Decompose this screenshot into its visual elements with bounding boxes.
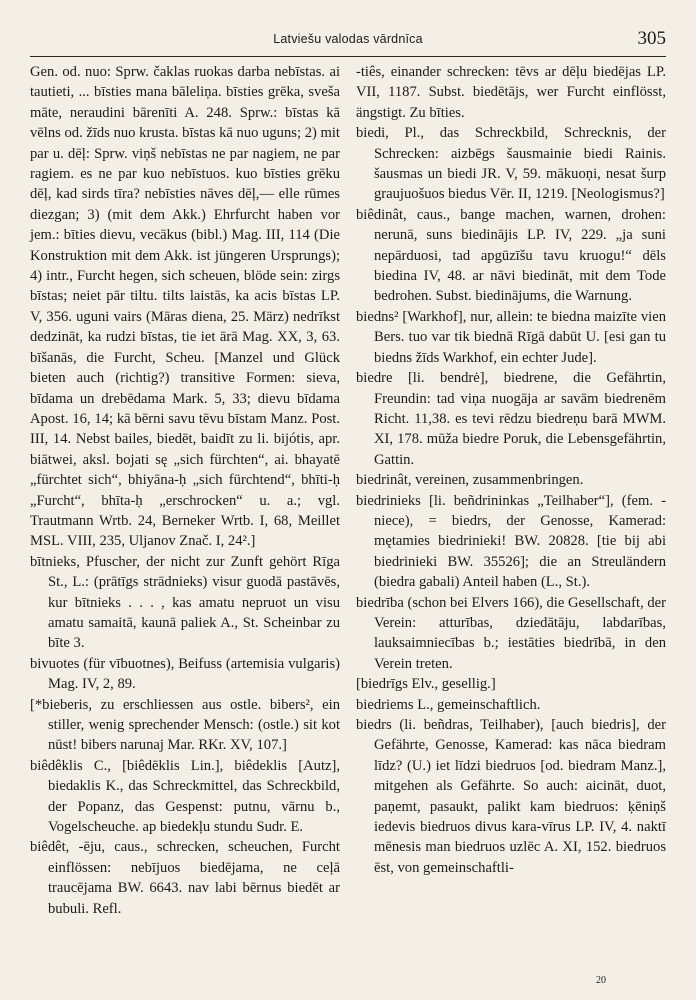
dictionary-entry: bivuotes (für vībuotnes), Beifuss (artemisia vulgaris) Mag. IV, 2, 89. — [30, 655, 340, 693]
page-header — [30, 26, 666, 57]
dictionary-entry: -tiês, einander schrecken: tēvs ar dēļu biedējas LP. VII, 1187. Subst. biedētājs, wer Furcht einflösst, ängstigt. Zu bīties. — [356, 64, 666, 121]
page-number: 305 — [637, 28, 666, 49]
signature-mark: 20 — [596, 975, 606, 986]
dictionary-entry: biêdinât, caus., bange machen, warnen, drohen: nerunā, suns biedinājis LP. IV, 229. „ja suni nepārduosi, tad apgūzīšu tavu kruogu!“ dēls biedina IV, 48. ar nāvi biedināt, mit dem Tode bedrohen. Subst. biedinājums, die Warnung. — [356, 206, 666, 305]
dictionary-entry: biedriems L., gemeinschaftlich. — [356, 696, 541, 713]
right-column — [356, 62, 666, 878]
dictionary-entry: bītnieks, Pfuscher, der nicht zur Zunft gehört Rīga St., L.: (prātīgs strādnieks) visur guodā pastāvēs, kur bītnieks . . . , kas amatu nepruot un visu amatu samaitā, kaunā paliek A., St. Scheinbar zu bīte 3. — [30, 553, 340, 652]
dictionary-entry: biedrinieks [li. beñdrininkas „Teilhaber“], (fem. -niece), = biedrs, der Genosse, Kamerad: mętamies biedrinieki! BW. 20828. [tie bij abi biedrinieki BW. 35526]; die an Streuländern (biedra gabali) Anteil haben (L., St.). — [356, 492, 666, 591]
left-column — [30, 62, 340, 919]
dictionary-entry: biêdêklis C., [biêdēklis Lin.], biêdeklis [Autz], biedaklis K., das Schreckmittel, das Schreckbild, der Popanz, das Gespenst: putnu, vārnu b., Vogelscheuche. ap biedekļu stundu Sudr. E. — [30, 757, 340, 836]
dictionary-entry: [biedrīgs Elv., gesellig.] — [356, 676, 496, 693]
dictionary-entry: Gen. od. nuo: Sprw. čaklas ruokas darba nebīstas. ai tautieti, ... bīsties mana bāleliņa. bīsties grēka, sveša māte, neraudini bārenīti A. 248. Sprw.: bīstas kā vēlns od. žīds nuo krusta. bīstas kā nuo uguns; 2) mit par u. dēļ: Sprw. viņš nebīstas ne par nagiem, ne par ragiem. es ne par kuo nebīstuos. kuo bīsties grēku dēļ, kad sirds tīra? nebīsties nāves dēļ,— elle rūmes diezgan; 3) (mit dem Akk.) Ehrfurcht haben vor jem.: bīties dievu, vecākus (bibl.) Mag. III, 114 (Die Konstruktion mit dem Akk. ist jüngeren Ursprungs); 4) intr., Furcht hegen, sich scheuen, blöde sein: zirgs bīstas; neiet pār tiltu. tilts laistās, ka acis bīstas LP. V, 356. uguni vairs (Māras diena, 25. März) nedrīkst dedzināt, ka rudzi bīstas, tie iet ārā Mag. XX, 3, 63. bīšanās, die Furcht, Scheu. [Manzel und Glück bieten auch (richtig?) transitive Formen: sieva, bīdama un drebēdama Mark. 5, 33; dievu bīdama Apost. 16, 14; kā bērni savu tēvu bīstam Manz. Post. III, 14. Nebst bailes, biedēt, baidīt zu li. bijótis, apr. biātwei, aksl. bojati sę „sich fürchten“, ai. bhayatē „fürchtet sich“, bhiyāna-ḥ „sich fürchtend“, bhīti-ḥ „Furcht“, bhīta-ḥ „erschrocken“ u. a.; vgl. Trautmann Wrtb. 24, Berneker Wrtb. I, 68, Meillet MSL. VIII, 235, Uljanov Znač. I, 24².] — [30, 64, 340, 550]
dictionary-entry: biedre [li. bendrė], biedrene, die Gefährtin, Freundin: tad viņa nuogāja ar savām biedrenēm Richt. 11,38. es tevi rēdzu biedreņu barā MWM. XI, 178. mūža biedre Poruk, die Lebensgefährtin, Gattin. — [356, 370, 666, 468]
dictionary-entry: biedrinât, vereinen, zusammenbringen. — [356, 472, 584, 489]
dictionary-entry: biêdêt, -ēju, caus., schrecken, scheuchen, Furcht einflössen: nebījuos biedējama, ne ceļā traucējama BW. 6643. nav labi bērnus biedēt ar bubuli. Refl. — [30, 839, 340, 917]
running-title: Latviešu valodas vārdnīca — [273, 32, 423, 46]
dictionary-entry: biedns² [Warkhof], nur, allein: te biedna maizīte vien Bers. tuo var tik biednā Rīgā dabūt U. [esi gan tu biedns žīds Warkhof, ein echter Jude]. — [356, 308, 666, 366]
dictionary-entry: [*bieberis, zu erschliessen aus ostle. bibers², ein stiller, wenig sprechender Mensch: (ostle.) sit kot nūst! bibers narunaj Mar. RKr. XV, 107.] — [30, 696, 340, 754]
dictionary-entry: biedi, Pl., das Schreckbild, Schrecknis, der Schrecken: aizbēgs šausmainie biedi Rainis. šausmas un biedi JR. V, 59. mākuoņi, nesat šurp graujuošuos biedus Vēr. II, 1219. [Neologismus?] — [356, 125, 666, 203]
dictionary-entry: biedrs (li. beñdras, Teilhaber), [auch biedris], der Gefährte, Genosse, Kamerad: kas nāca biedram līdz? (U.) iet līdzi biedruos [od. biedram Manz.], mitgehen als Gefährte. So auch: aicināt, duot, paņemt, pasaukt, palikt kam biedruos: ķēniņš iedevis biedruos divus kara-vīrus LP. IV, 4. naktī mēnesis man biedruos uzlēc A. XI, 152. biedruos ēst, von gemeinschaftli- — [356, 717, 666, 876]
dictionary-entry: biedrība (schon bei Elvers 166), die Gesellschaft, der Verein: atturības, dziedātāju, labdarības, lauksaimniecības b.; iestāties biedrībā, in den Verein treten. — [356, 594, 667, 672]
